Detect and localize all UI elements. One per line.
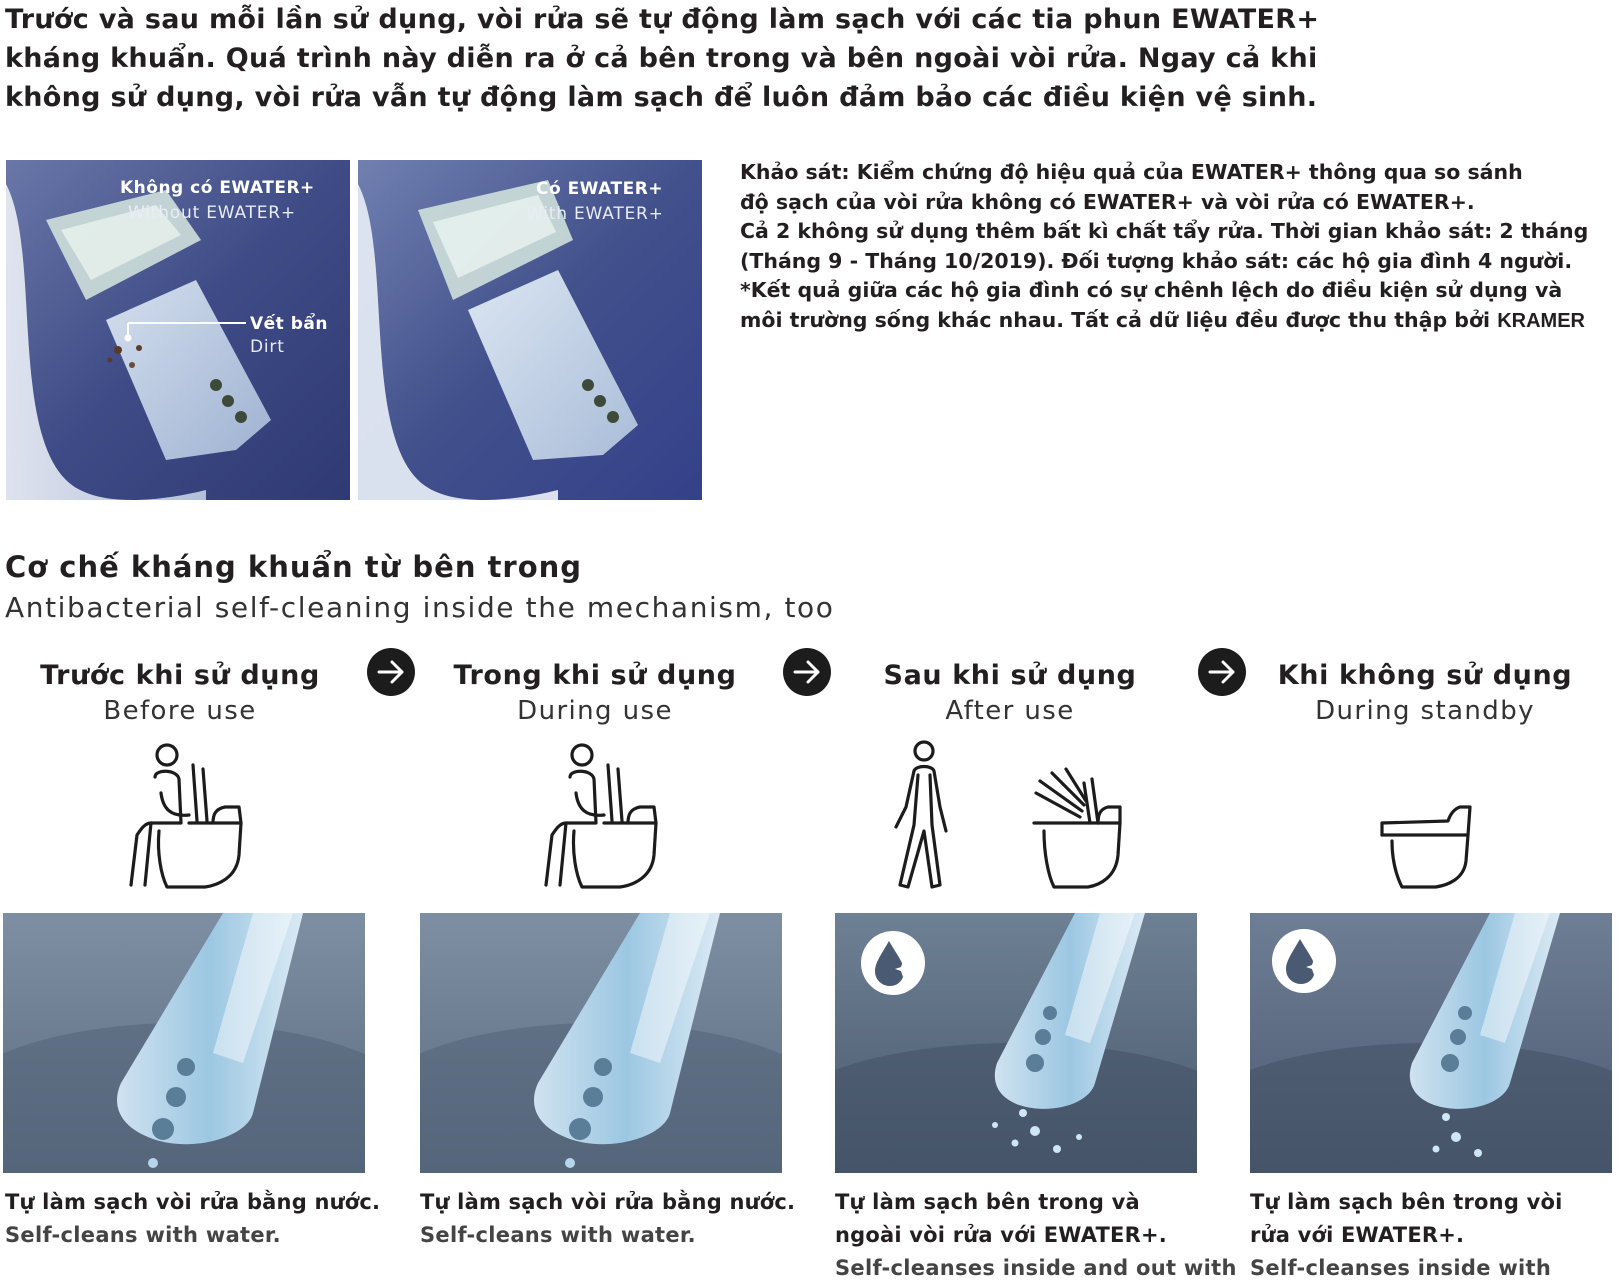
- nozzle-photo-during: [420, 913, 782, 1173]
- step-2-caption-en: Self-cleans with water.: [420, 1223, 696, 1247]
- survey-line-3: Cả 2 không sử dụng thêm bất kì chất tẩy rửa. Thời gian khảo sát: 2 tháng: [740, 219, 1589, 243]
- step-3-caption: [835, 1186, 1237, 1285]
- step-3-caption-vi: Tự làm sạch bên trong và ngoài vòi rửa với EWATER+.: [835, 1190, 1167, 1247]
- section-subtitle: Antibacterial self-cleaning inside the mechanism, too: [5, 591, 835, 624]
- survey-line-2: độ sạch của vòi rửa không có EWATER+ và vòi rửa có EWATER+.: [740, 189, 1475, 214]
- with-ewater-photo: [358, 160, 702, 500]
- brand-name: KRAMER: [1497, 309, 1585, 332]
- step-1-title-vi: Trước khi sử dụng: [40, 660, 320, 691]
- intro-line-1: Trước và sau mỗi lần sử dụng, vòi rửa sẽ tự động làm sạch với các tia phun EWATER+: [5, 4, 1320, 35]
- step-3-caption-en: Self-cleanses inside and out with: [835, 1256, 1237, 1280]
- step-3-title-vi: Sau khi sử dụng: [883, 660, 1137, 691]
- toilet-icon: [1030, 735, 1130, 899]
- step-4-caption-vi: Tự làm sạch bên trong vòi rửa với EWATER+.: [1250, 1190, 1563, 1247]
- step-2-caption: [420, 1186, 800, 1252]
- without-ewater-photo: [6, 160, 350, 500]
- ewater-drop-icon: [861, 931, 925, 995]
- without-label-vi: Không có EWATER+: [120, 178, 315, 198]
- arrow-right-icon: [367, 648, 415, 696]
- step-4-caption-en: Self-cleanses inside with: [1250, 1256, 1552, 1280]
- person-seated-icon: [530, 735, 660, 899]
- survey-line-5: *Kết quả giữa các hộ gia đình có sự chênh lệch do điều kiện sử dụng và: [740, 278, 1563, 302]
- arrow-right-icon: [1198, 648, 1246, 696]
- nozzle-photo-before: [3, 913, 365, 1173]
- step-1-title-en: Before use: [103, 696, 257, 726]
- survey-line-1: Khảo sát: Kiểm chứng độ hiệu quả của EWATER+ thông qua so sánh: [740, 160, 1523, 184]
- person-seated-icon: [115, 735, 245, 899]
- intro-line-3: không sử dụng, vòi rửa vẫn tự động làm sạch để luôn đảm bảo các điều kiện vệ sinh.: [5, 82, 1318, 113]
- step-2-title-vi: Trong khi sử dụng: [453, 660, 737, 691]
- with-label-vi: Có EWATER+: [536, 179, 664, 199]
- section-title: Cơ chế kháng khuẩn từ bên trong: [5, 550, 583, 584]
- nozzle-photo-standby: [1250, 913, 1612, 1173]
- step-4-title-en: During standby: [1315, 696, 1535, 726]
- step-4-caption: [1250, 1186, 1600, 1285]
- ewater-drop-icon: [1272, 929, 1336, 993]
- survey-line-6-text: môi trường sống khác nhau. Tất cả dữ liệu đều được thu thập bởi: [740, 307, 1491, 332]
- step-1-caption-vi: Tự làm sạch vòi rửa bằng nước.: [5, 1190, 381, 1214]
- person-walking-icon: [888, 735, 958, 899]
- step-3-title-en: After use: [945, 696, 1075, 726]
- step-1-caption-en: Self-cleans with water.: [5, 1223, 281, 1247]
- intro-paragraph: [5, 0, 1325, 117]
- with-label-en: With EWATER+: [526, 204, 664, 224]
- arrow-right-icon: [783, 648, 831, 696]
- intro-line-2: kháng khuẩn. Quá trình này diễn ra ở cả bên trong và bên ngoài vòi rửa. Ngay cả khi: [5, 43, 1318, 74]
- dirt-label-vi: Vết bẩn: [250, 314, 328, 334]
- step-4-title-vi: Khi không sử dụng: [1277, 660, 1573, 691]
- survey-line-4: (Tháng 9 - Tháng 10/2019). Đối tượng khảo sát: các hộ gia đình 4 người.: [740, 248, 1573, 273]
- survey-text: [740, 158, 1610, 336]
- dirt-label-en: Dirt: [250, 337, 285, 357]
- toilet-icon: [1378, 735, 1478, 899]
- step-2-title-en: During use: [517, 696, 673, 726]
- step-2-caption-vi: Tự làm sạch vòi rửa bằng nước.: [420, 1190, 796, 1214]
- step-1-caption: [5, 1186, 385, 1252]
- without-label-en: Without EWATER+: [128, 203, 296, 223]
- survey-line-6: [740, 306, 1610, 337]
- nozzle-photo-after: [835, 913, 1197, 1173]
